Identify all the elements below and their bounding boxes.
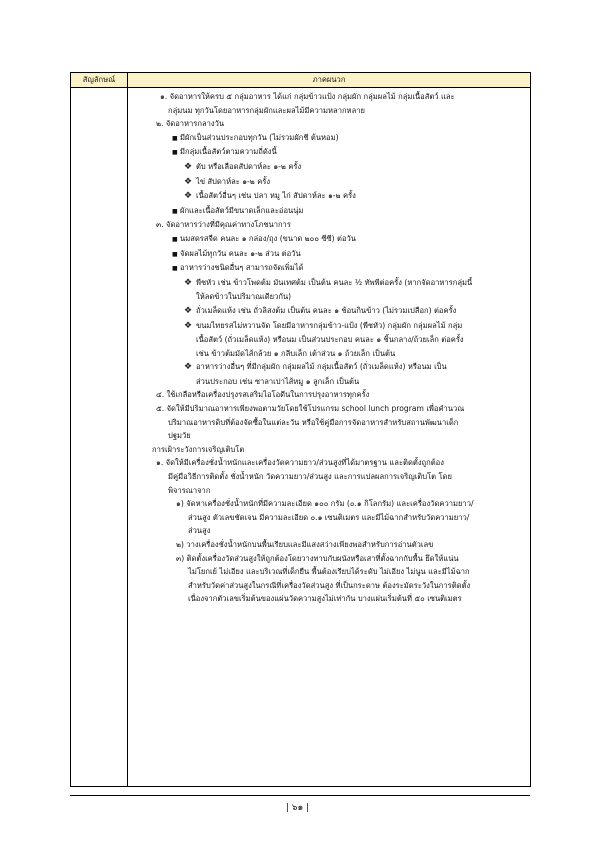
- line-text: เช่น ข้าวต้มมัดไส้กล้วย ๑ กลีบเล็ก เต้าส่วน ๑ ถ้วยเล็ก เป็นต้น: [196, 348, 396, 358]
- line-text: ๑) จัดหาเครื่องชั่งน้ำหนักที่มีความละเอียด ๑๐๐ กรัม (๐.๑ กิโลกรัม) และเครื่องวัดความยาว/: [176, 499, 474, 509]
- diamond-bullet-icon: ❖: [184, 191, 193, 202]
- text-line: [132, 497, 526, 511]
- symbol-cell: [71, 88, 128, 787]
- line-text: ส่วนสูง: [188, 526, 211, 536]
- line-text: กลุ่มนม ทุกวันโดยอาหารกลุ่มผักและผลไม้มีความหลากหลาย: [168, 105, 365, 115]
- line-text: ๑. จัดให้มีเครื่องชั่งน้ำหนักและเครื่องวัดความยาว/ส่วนสูงที่ได้มาตรฐาน และติดตั้งถูกต้อง: [156, 458, 444, 468]
- text-line: [132, 261, 526, 276]
- square-bullet-icon: ■: [172, 134, 178, 142]
- appendix-table: [70, 72, 531, 787]
- text-line: [132, 189, 526, 204]
- text-line: [132, 145, 526, 160]
- text-line: [132, 117, 526, 131]
- line-text: ส่วนสูง ตัวเลขชัดเจน มีความละเอียด ๐.๑ เซนติเมตร และมีไม้ฉากสำหรับวัดความยาว/: [188, 512, 470, 522]
- appendix-content: [128, 88, 530, 786]
- line-text: ๑. จัดอาหารให้ครบ ๕ กลุ่มอาหาร ได้แก่ กลุ่มข้าวแป้ง กลุ่มผัก กลุ่มผลไม้ กลุ่มเนื้อสัตว์ และ: [160, 92, 455, 101]
- text-line: [132, 247, 526, 262]
- line-text: สำหรับวัดค่าส่วนสูงในกรณีที่เครื่องวัดส่วนสูง ที่เป็นกระดาษ ต้องระมัดระวังในการติดตั้ง: [188, 580, 471, 590]
- line-text: ๒. จัดอาหารกลางวัน: [156, 119, 225, 129]
- text-line: [132, 360, 526, 375]
- line-text: ๔. ใช้เกลือหรือเครื่องปรุงรสเสริมไอโอดีนในการปรุงอาหารทุกครั้ง: [156, 390, 370, 400]
- line-text: ไข่ สัปดาห์ละ ๑-๒ ครั้ง: [196, 176, 271, 186]
- line-text: ไม่โยกเย้ ไม่เอียง และบริเวณที่เด็กยืน พื้นต้องเรียบได้ระดับ ไม่เอียง ไม่นูน และมีไม้ฉาก: [188, 567, 470, 577]
- text-line: [132, 104, 526, 118]
- line-text: การเฝ้าระวังการเจริญเติบโต: [152, 444, 245, 454]
- line-text: มีผักเป็นส่วนประกอบทุกวัน (ไม่รวมผักชี ต้นหอม): [180, 132, 339, 142]
- appendix-content-cell: [128, 88, 531, 787]
- line-text: อาหารว่างชนิดอื่นๆ สามารถจัดเพิ่มได้: [180, 263, 304, 273]
- page-number: | ๖๑ |: [285, 803, 310, 813]
- text-line: [132, 304, 526, 319]
- line-text: ปฐมวัย: [168, 431, 191, 441]
- text-line: [132, 319, 526, 334]
- diamond-bullet-icon: ❖: [184, 161, 193, 172]
- line-text: ส่วนประกอบ เช่น ซาลาเปาไส้หมู ๑ ลูกเล็ก เป็นต้น: [196, 376, 360, 386]
- text-line: [132, 290, 526, 304]
- line-text: พืชหัว เช่น ข้าวโพดต้ม มันเทศต้ม เป็นต้น คนละ ½ ทัพพีต่อครั้ง (หากจัดอาหารกลุ่มนี้: [196, 277, 473, 287]
- diamond-bullet-icon: ❖: [184, 362, 193, 373]
- diamond-bullet-icon: ❖: [184, 305, 193, 316]
- line-text: ผักและเนื้อสัตว์มีขนาดเล็กและอ่อนนุ่ม: [180, 205, 304, 215]
- text-line: [132, 443, 526, 457]
- text-line: [132, 538, 526, 552]
- square-bullet-icon: ■: [172, 250, 178, 258]
- footer-rule: [70, 795, 530, 796]
- line-text: ตับ หรือเลือดสัปดาห์ละ ๑-๒ ครั้ง: [196, 161, 302, 171]
- text-line: [132, 524, 526, 538]
- square-bullet-icon: ■: [172, 149, 178, 157]
- line-text: พิจารณาจาก: [168, 485, 211, 495]
- text-line: [132, 90, 526, 104]
- appendix-sheet: [70, 72, 530, 787]
- line-text: เนื้อสัตว์ (ถั่วเมล็ดแห้ง) หรือนม เป็นส่วนประกอบ คนละ ๑ ชิ้นกลาง/ถ้วยเล็ก ต่อครั้ง: [196, 335, 464, 345]
- line-text: อาหารว่างอื่นๆ ที่มีกลุ่มผัก กลุ่มผลไม้ กลุ่มเนื้อสัตว์ (ถั่วเมล็ดแห้ง) หรือนม เป็น: [196, 362, 447, 372]
- text-line: [132, 552, 526, 566]
- text-line: [132, 160, 526, 175]
- line-text: เนื้อสัตว์อื่นๆ เช่น ปลา หมู ไก่ สัปดาห์ละ ๑-๒ ครั้ง: [196, 191, 356, 201]
- line-text: ปริมาณอาหารดิบที่ต้องจัดซื้อในแต่ละวัน หรือใช้คู่มือการจัดอาหารสำหรับสถานพัฒนาเด็ก: [168, 417, 459, 427]
- text-line: [132, 375, 526, 389]
- text-line: [132, 276, 526, 291]
- text-line: [132, 402, 526, 416]
- text-line: [132, 470, 526, 484]
- square-bullet-icon: ■: [172, 235, 178, 243]
- line-text: ถั่วเมล็ดแห้ง เช่น ถั่วลิสงต้ม เป็นต้น คนละ ๑ ช้อนกินข้าว (ไม่รวมเปลือก) ต่อครั้ง: [196, 305, 457, 315]
- text-line: [132, 416, 526, 430]
- square-bullet-icon: ■: [172, 207, 178, 215]
- diamond-bullet-icon: ❖: [184, 277, 193, 288]
- line-text: จัดผลไม้ทุกวัน คนละ ๑-๒ ส่วน ต่อวัน: [180, 248, 301, 258]
- line-text: ๓) ติดตั้งเครื่องวัดส่วนสูงให้ถูกต้องโดยวางทาบกับผนังหรือเสาที่ตั้งฉากกับพื้น ยึดให้แน่น: [176, 553, 459, 563]
- text-line: [132, 333, 526, 347]
- line-text: ๕. จัดให้มีปริมาณอาหารเพียงพอตามวัยโดยใช้โปรแกรม school lunch program เพื่อคำนวณ: [156, 404, 465, 414]
- text-line: [132, 388, 526, 402]
- diamond-bullet-icon: ❖: [184, 176, 193, 187]
- line-text: มีคู่มือวิธีการติดตั้ง ชั่งน้ำหนัก วัดความยาว/ส่วนสูง และการแปลผลการเจริญเติบโต โดย: [168, 472, 452, 482]
- text-line: [132, 592, 526, 606]
- text-line: [132, 511, 526, 525]
- text-line: [132, 204, 526, 219]
- text-line: [132, 429, 526, 443]
- line-text: เนื่องจากตัวเลขเริ่มต้นของแผ่นวัดความสูงไม่เท่ากัน บางแผ่นเริ่มต้นที่ ๕๐ เซนติเมตร: [188, 594, 462, 604]
- line-text: มีกลุ่มเนื้อสัตว์ตามความถี่ดังนี้: [180, 147, 277, 157]
- text-line: [132, 131, 526, 146]
- column-header-appendix: ภาคผนวก: [128, 73, 531, 88]
- line-text: ๓. จัดอาหารว่างที่มีคุณค่าทางโภชนาการ: [156, 220, 291, 230]
- text-line: [132, 347, 526, 361]
- line-text: นมสดรสจืด คนละ ๑ กล่อง/ถุง (ขนาด ๒๐๐ ซีซี) ต่อวัน: [180, 233, 356, 243]
- column-header-symbol: สัญลักษณ์: [71, 73, 128, 88]
- text-line: [132, 456, 526, 470]
- line-text: ขนมไทยรสไม่หวานจัด โดยมีอาหารกลุ่มข้าว-แป้ง (พืชหัว) กลุ่มผัก กลุ่มผลไม้ กลุ่ม: [196, 320, 463, 330]
- text-line: [132, 218, 526, 232]
- line-text: ๒) วางเครื่องชั่งน้ำหนักบนพื้นเรียบและมีแสงสว่างเพียงพอสำหรับการอ่านตัวเลข: [176, 540, 434, 549]
- text-line: [132, 175, 526, 190]
- text-line: [132, 579, 526, 593]
- diamond-bullet-icon: ❖: [184, 320, 193, 331]
- square-bullet-icon: ■: [172, 265, 178, 273]
- text-line: [132, 565, 526, 579]
- text-line: [132, 484, 526, 498]
- line-text: ให้ลดข้าวในปริมาณเดียวกัน): [196, 292, 292, 302]
- text-line: [132, 232, 526, 247]
